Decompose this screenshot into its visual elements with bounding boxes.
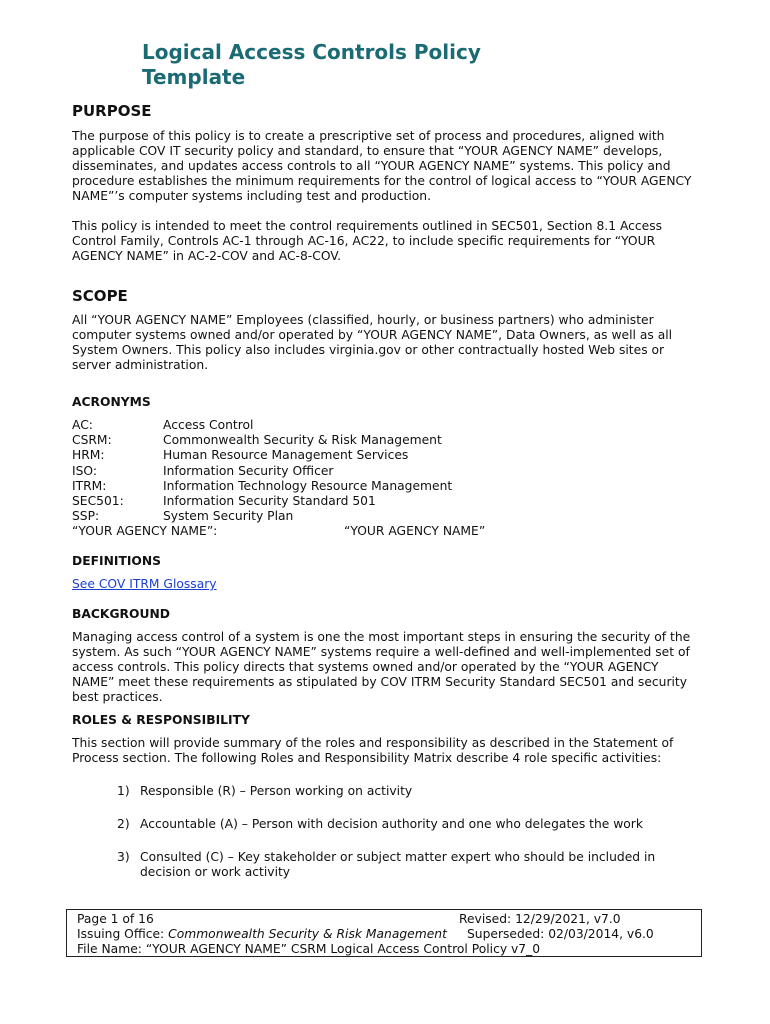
list-number: 1) — [117, 784, 130, 798]
revised-date: Revised: 12/29/2021, v7.0 — [459, 912, 621, 926]
title-line-2: Template — [142, 65, 246, 89]
acronym-term: SSP: — [72, 509, 100, 524]
background-heading: BACKGROUND — [72, 607, 170, 621]
superseded-date: Superseded: 02/03/2014, v6.0 — [467, 927, 654, 941]
acronym-term: “YOUR AGENCY NAME”: — [72, 524, 218, 539]
footer-row — [67, 927, 701, 942]
issuing-office — [77, 927, 447, 942]
acronym-meaning: “YOUR AGENCY NAME” — [344, 524, 486, 539]
acronym-row — [72, 448, 702, 463]
list-number: 2) — [117, 817, 130, 831]
acronym-meaning: Commonwealth Security & Risk Management — [163, 433, 442, 448]
list-number: 3) — [117, 850, 130, 864]
acronym-row — [72, 418, 702, 433]
title-line-1: Logical Access Controls Policy — [142, 40, 481, 64]
acronym-row — [72, 433, 702, 448]
acronym-meaning: Access Control — [163, 418, 254, 432]
scope-heading: SCOPE — [72, 287, 128, 305]
scope-paragraph: All “YOUR AGENCY NAME” Employees (classified, hourly, or business partners) who administer computer systems owned and/or operated by “YOUR AGENCY NAME”, Data Owners, as well as all System Owners. This policy also includes virginia.gov or other contractually hosted Web sites or server administration. — [72, 313, 673, 373]
list-text: Accountable (A) – Person with decision authority and one who delegates the work — [140, 817, 643, 831]
background-paragraph: Managing access control of a system is one the most important steps in ensuring the security of the system. As such “YOUR AGENCY NAME” systems require a well-defined and well-implemented set of access controls. This policy directs that systems owned and/or operated by the “YOUR AGENCY NAME” meet these requirements as stipulated by COV ITRM Security Standard SEC501 and security best practices. — [72, 630, 691, 705]
purpose-paragraph-1: The purpose of this policy is to create a prescriptive set of process and procedures, aligned with applicable COV IT security policy and standard, to ensure that “YOUR AGENCY NAME” develops, disseminates, and updates access controls to all “YOUR AGENCY NAME” systems. This policy and procedure establishes the minimum requirements for the control of logical access to “YOUR AGENCY NAME”’s computer systems including test and production. — [72, 129, 692, 204]
acronyms-heading: ACRONYMS — [72, 395, 151, 409]
document-title — [142, 40, 562, 90]
acronym-meaning: System Security Plan — [163, 509, 294, 524]
roles-paragraph: This section will provide summary of the roles and responsibility as described in the Statement of Process section. The following Roles and Responsibility Matrix describe 4 role specific activities: — [72, 736, 674, 766]
acronym-meaning: Information Security Officer — [163, 463, 334, 478]
acronym-row — [72, 494, 702, 509]
acronym-row — [72, 464, 702, 479]
definitions-content — [72, 577, 702, 592]
purpose-paragraph-2: This policy is intended to meet the control requirements outlined in SEC501, Section 8.1 Access Control Family, Controls AC-1 through AC-16, AC22, to include specific requirements for “YOUR AGENCY NAME” in AC-2-COV and AC-8-COV. — [72, 219, 663, 264]
acronym-term: CSRM: — [72, 433, 112, 448]
acronym-row — [72, 524, 702, 539]
acronyms-list — [72, 418, 702, 540]
file-name: File Name: “YOUR AGENCY NAME” CSRM Logical Access Control Policy v7_0 — [77, 942, 541, 956]
acronym-meaning: Information Security Standard 501 — [163, 493, 376, 508]
issuing-office-label: Issuing Office: — [77, 927, 169, 941]
acronym-meaning: Information Technology Resource Management — [163, 478, 453, 493]
acronym-row — [72, 509, 702, 524]
page-number: Page 1 of 16 — [77, 912, 154, 926]
list-text: Consulted (C) – Key stakeholder or subject matter expert who should be included in decision or work activity — [140, 850, 656, 880]
list-text: Responsible (R) – Person working on activity — [140, 784, 413, 798]
definitions-heading: DEFINITIONS — [72, 554, 162, 568]
acronym-row — [72, 479, 702, 494]
purpose-heading: PURPOSE — [72, 102, 152, 120]
footer-row — [67, 942, 701, 957]
acronym-term: HRM: — [72, 448, 105, 463]
acronym-meaning: Human Resource Management Services — [163, 448, 409, 463]
page-footer — [66, 909, 702, 957]
acronym-term: AC: — [72, 418, 93, 432]
acronym-term: ITRM: — [72, 478, 107, 493]
glossary-link[interactable]: See COV ITRM Glossary — [72, 577, 217, 591]
roles-heading: ROLES & RESPONSIBILITY — [72, 713, 250, 727]
acronym-term: SEC501: — [72, 493, 124, 508]
footer-row — [67, 912, 701, 927]
issuing-office-name: Commonwealth Security & Risk Management — [168, 927, 447, 941]
acronym-term: ISO: — [72, 463, 98, 478]
